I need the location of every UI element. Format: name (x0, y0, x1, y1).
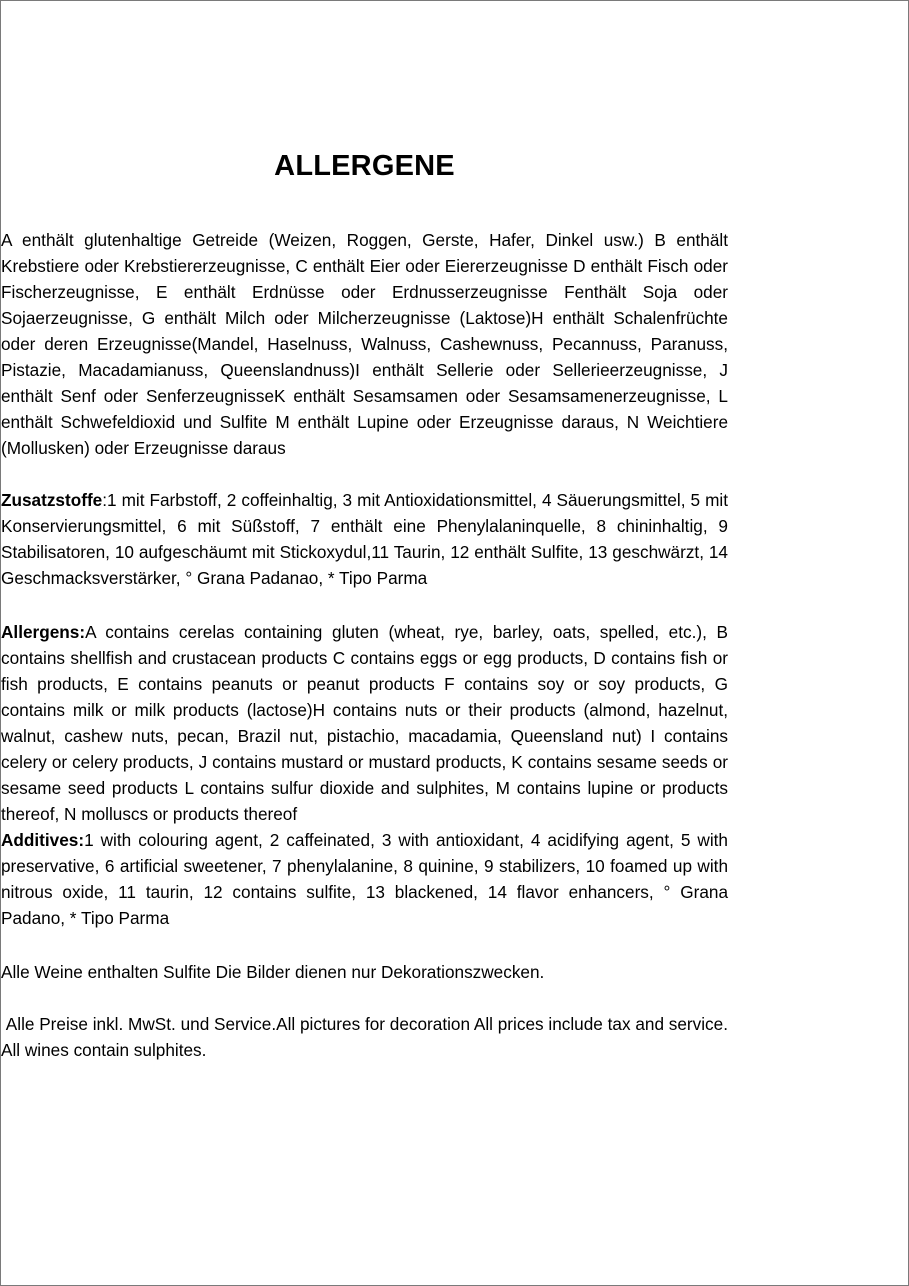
allergens-english-label: Allergens: (1, 622, 86, 642)
additives-english-body: 1 with colouring agent, 2 caffeinated, 3 with antioxidant, 4 acidifying agent, 5 with preservative, 6 artificial sweetener, 7 phenylalanine, 8 quinine, 9 stabilizers, 10 foamed up with nitrous oxide, 11 taurin, 12 contains sulfite, 13 blackened, 14 flavor enhancers, ° Grana Padano, * Tipo Parma (1, 830, 733, 928)
additives-german-paragraph (1, 487, 733, 591)
pricing-notice-text: Alle Preise inkl. MwSt. und Service.All pictures for decoration All prices include tax and service. All wines contain sulphites. (1, 1014, 732, 1060)
wine-sulphites-notice-german-text: Alle Weine enthalten Sulfite Die Bilder dienen nur Dekorationszwecken. (1, 962, 545, 982)
additives-german-body: :1 mit Farbstoff, 2 coffeinhaltig, 3 mit Antioxidationsmittel, 4 Säuerungsmittel, 5 mit Konservierungsmittel, 6 mit Süßstoff, 7 enthält eine Phenylalaninquelle, 8 chininhaltig, 9 Stabilisatoren, 10 aufgeschäumt mit Stickoxydul,11 Taurin, 12 enthält Sulfite, 13 geschwärzt, 14 Geschmacksverstärker, ° Grana Padanao, * Tipo Parma (1, 490, 733, 588)
additives-english-label: Additives: (1, 830, 85, 850)
pricing-notice (1, 1011, 732, 1063)
allergens-german-body: A enthält glutenhaltige Getreide (Weizen, Roggen, Gerste, Hafer, Dinkel usw.) B enthält Krebstiere oder Krebstiererzeugnisse, C enthält Eier oder Eiererzeugnisse D enthält Fisch oder Fischerzeugnisse, E enthält Erdnüsse oder Erdnusserzeugnisse Fenthält Soja oder Sojaerzeugnisse, G enthält Milch oder Milcherzeugnisse (Laktose)H enthält Schalenfrüchte oder deren Erzeugnisse(Mandel, Haselnuss, Walnuss, Cashewnuss, Pecannuss, Paranuss, Pistazie, Macadamianuss, Queenslandnuss)I enthält Sellerie oder Sellerieerzeugnisse, J enthält Senf oder SenferzeugnisseK enthält Sesamsamen oder Sesamsamenerzeugnisse, L enthält Schwefeldioxid und Sulfite M enthält Lupine oder Erzeugnisse daraus, N Weichtiere (Mollusken) oder Erzeugnisse daraus (1, 230, 733, 458)
allergens-english-paragraph (1, 619, 733, 931)
allergens-german-paragraph (1, 227, 733, 461)
additives-german-label: Zusatzstoffe (1, 490, 103, 510)
allergens-english-body: A contains cerelas containing gluten (wheat, rye, barley, oats, spelled, etc.), B contains shellfish and crustacean products C contains eggs or egg products, D contains fish or fish products, E contains peanuts or peanut products F contains soy or soy products, G contains milk or milk products (lactose)H contains nuts or their products (almond, hazelnut, walnut, cashew nuts, pecan, Brazil nut, pistachio, macadamia, Queensland nut) I contains celery or celery products, J contains mustard or mustard products, K contains sesame seeds or sesame seed products L contains sulfur dioxide and sulphites, M contains lupine or products thereof, N molluscs or products thereof (1, 622, 733, 824)
page-title: ALLERGENE (274, 150, 455, 182)
wine-sulphites-notice-german (1, 959, 728, 985)
